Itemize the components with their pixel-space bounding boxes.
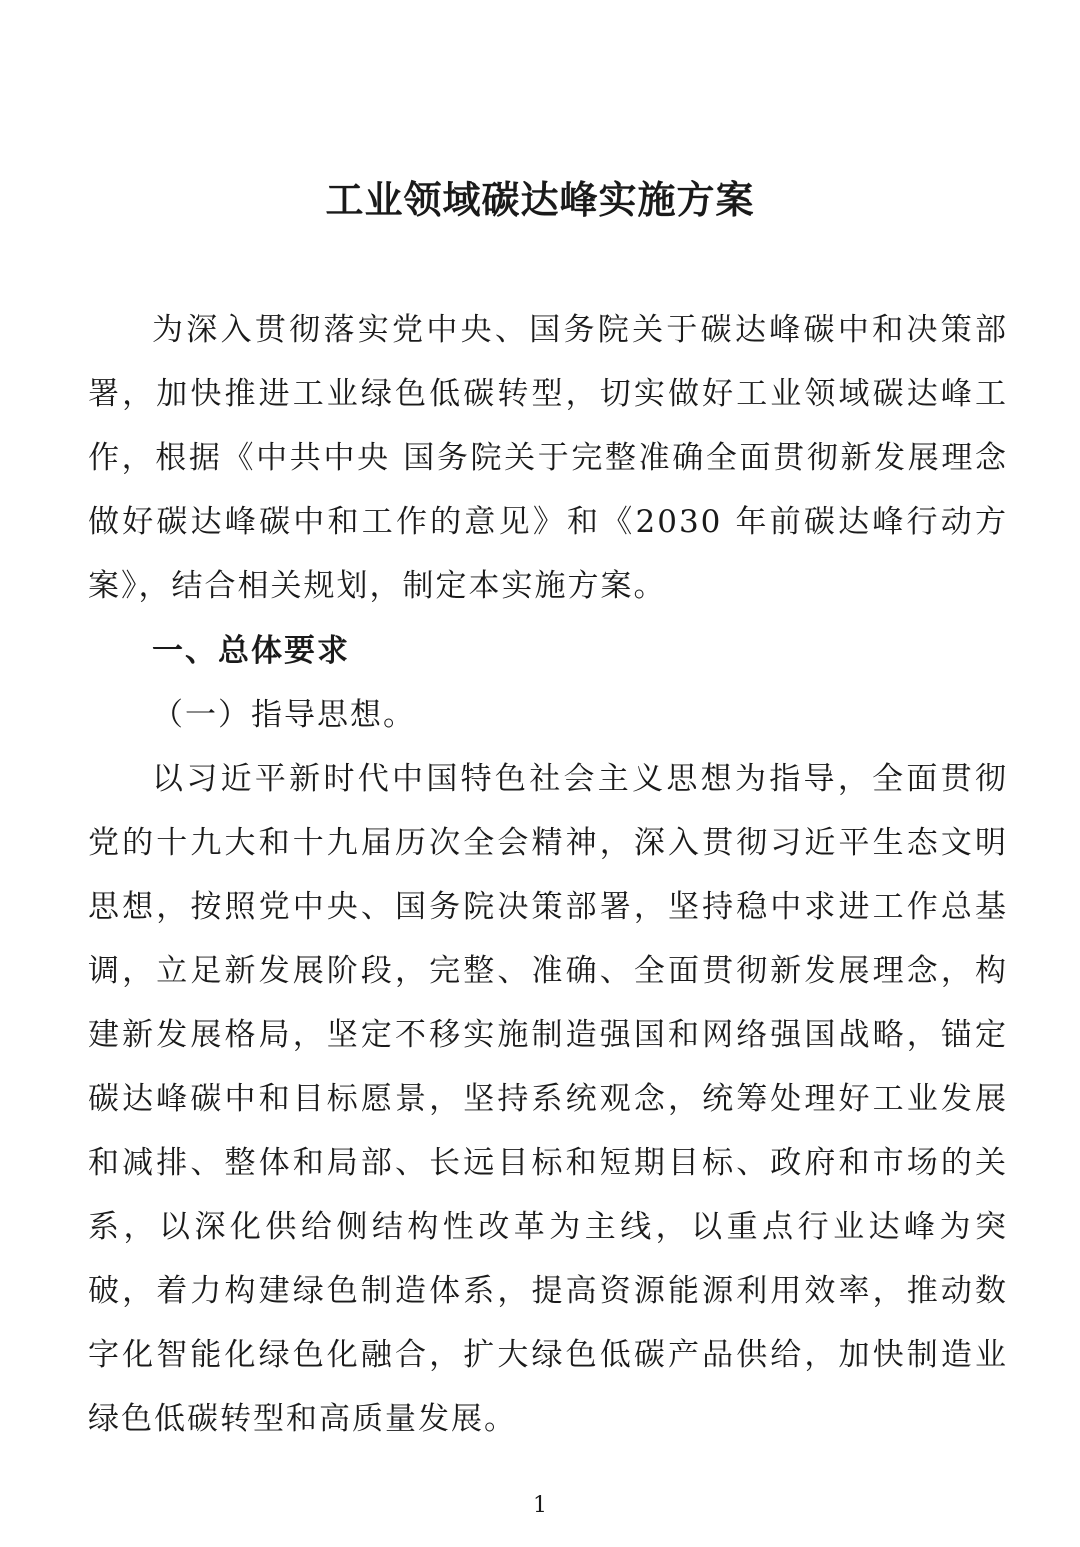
intro-paragraph: 为深入贯彻落实党中央、国务院关于碳达峰碳中和决策部署，加快推进工业绿色低碳转型，切实做好工业领域碳达峰工作，根据《中共中央 国务院关于完整准确全面贯彻新发展理念做好碳达峰碳中和工作的意见》和《2030 年前碳达峰行动方案》，结合相关规划，制定本实施方案。	[88, 312, 1008, 604]
guiding-paragraph: 以习近平新时代中国特色社会主义思想为指导，全面贯彻党的十九大和十九届历次全会精神，深入贯彻习近平生态文明思想，按照党中央、国务院决策部署，坚持稳中求进工作总基调，立足新发展阶段，完整、准确、全面贯彻新发展理念，构建新发展格局，坚定不移实施制造强国和网络强国战略，锚定碳达峰碳中和目标愿景，坚持系统观念，统筹处理好工业发展和减排、整体和局部、长远目标和短期目标、政府和市场的关系，以深化供给侧结构性改革为主线，以重点行业达峰为突破，着力构建绿色制造体系，提高资源能源利用效率，推动数字化智能化绿色化融合，扩大绿色低碳产品供给，加快制造业绿色低碳转型和高质量发展。	[88, 761, 1008, 1437]
document-title: 工业领域碳达峰实施方案	[325, 178, 755, 222]
intro-section	[88, 298, 1008, 618]
guiding-section	[88, 747, 1008, 1451]
page-number: 1	[533, 1493, 547, 1518]
subsection-heading: （一）指导思想。	[152, 697, 416, 733]
section-heading: 一、总体要求	[152, 633, 350, 669]
